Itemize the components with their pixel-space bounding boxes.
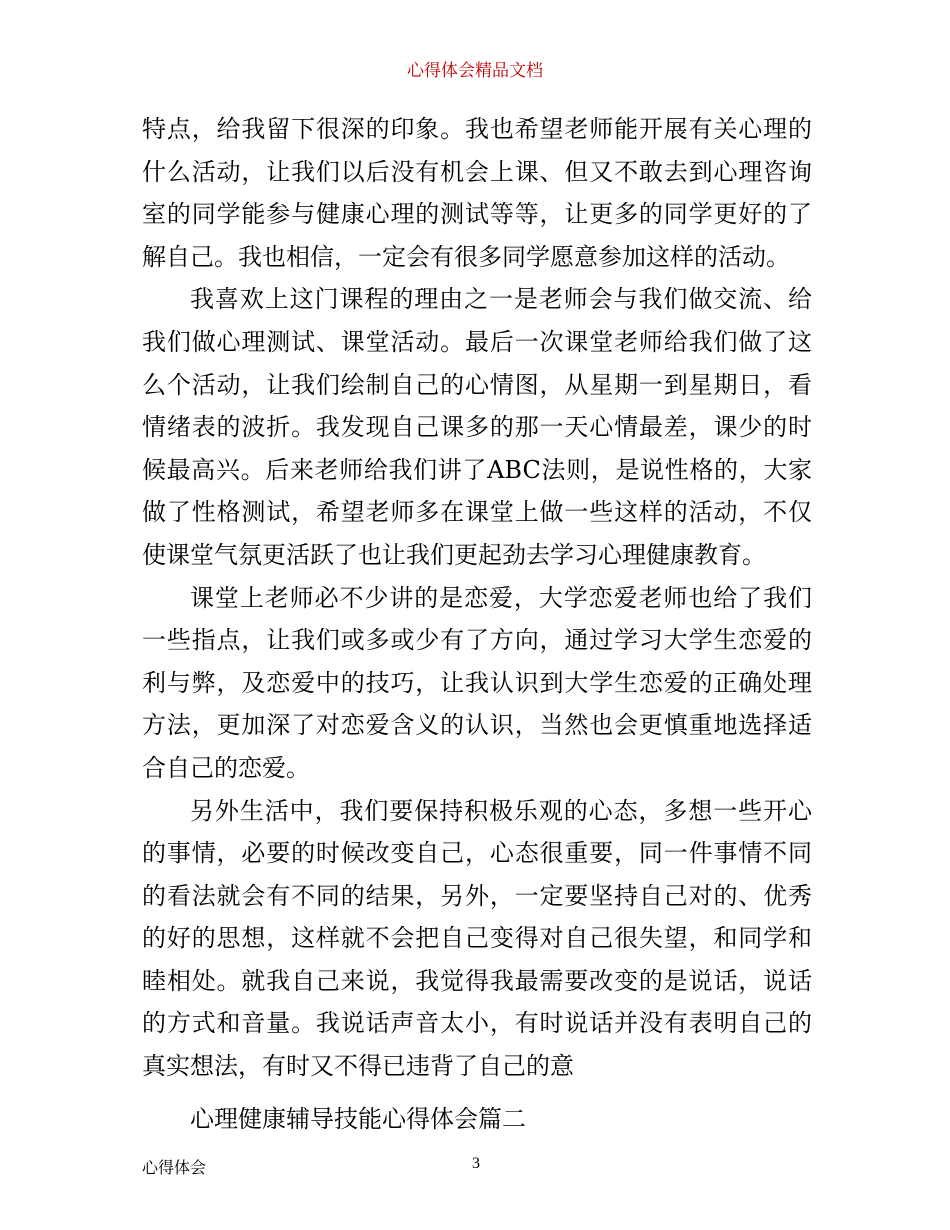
document-body — [142, 108, 812, 1140]
paragraph-3: 课堂上老师必不少讲的是恋爱，大学恋爱老师也给了我们一些指点，让我们或多或少有了方向，通过学习大学生恋爱的利与弊，及恋爱中的技巧，让我认识到大学生恋爱的正确处理方法，更加深了对恋爱含义的认识，当然也会更慎重地选择适合自己的恋爱。 — [142, 583, 812, 782]
paragraph-2: 我喜欢上这门课程的理由之一是老师会与我们做交流、给我们做心理测试、课堂活动。最后一次课堂老师给我们做了这么个活动，让我们绘制自己的心情图，从星期一到星期日，看情绪表的波折。我发现自己课多的那一天心情最差，课少的时候最高兴。后来老师给我们讲了ABC法则，是说性格的，大家做了性格测试，希望老师多在课堂上做一些这样的活动，不仅使课堂气氛更活跃了也让我们更起劲去学习心理健康教育。 — [142, 285, 812, 569]
page-footer — [142, 1155, 812, 1177]
paragraph-4: 另外生活中，我们要保持积极乐观的心态，多想一些开心的事情，必要的时候改变自己，心态很重要，同一件事情不同的看法就会有不同的结果，另外，一定要坚持自己对的、优秀的好的思想，这样就不会把自己变得对自己很失望，和同学和睦相处。就我自己来说，我觉得我最需要改变的是说话，说话的方式和音量。我说话声音太小，有时说话并没有表明自己的真实想法，有时又不得已违背了自己的意 — [142, 796, 812, 1081]
page-number: 3 — [472, 1155, 480, 1172]
section-heading: 心理健康辅导技能心得体会篇二 — [190, 1104, 526, 1133]
paragraph-1: 特点，给我留下很深的印象。我也希望老师能开展有关心理的什么活动，让我们以后没有机会上课、但又不敢去到心理咨询室的同学能参与健康心理的测试等等，让更多的同学更好的了解自己。我也相信，一定会有很多同学愿意参加这样的活动。 — [142, 115, 812, 271]
page-header-title: 心得体会精品文档 — [407, 61, 543, 81]
footer-label: 心得体会 — [142, 1158, 207, 1177]
